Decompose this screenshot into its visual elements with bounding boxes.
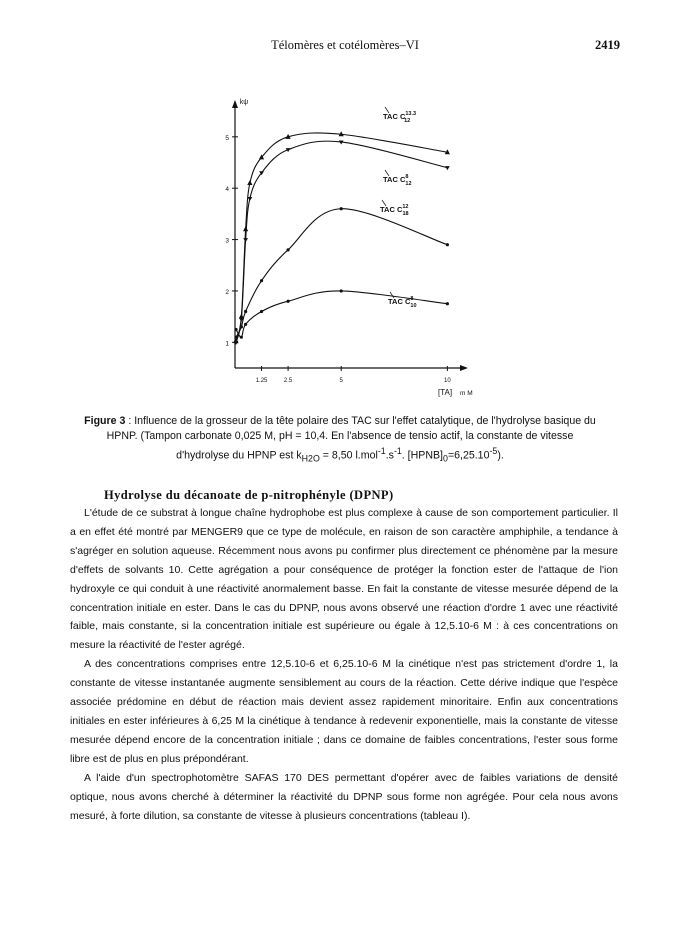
data-point: [446, 243, 449, 246]
data-point: [244, 310, 247, 313]
data-point: [286, 300, 289, 303]
caption-mid: .s: [385, 449, 394, 462]
data-point: [247, 180, 252, 185]
caption-sub2: 0: [443, 453, 448, 464]
series-line: [236, 291, 447, 337]
page-number: 2419: [595, 38, 620, 52]
x-axis-arrow: [460, 365, 468, 371]
caption-end2: =6,25.10: [447, 449, 490, 462]
data-point: [240, 325, 243, 328]
caption-text: : Influence de la grosseur de la tête polaire des TAC sur l'effet catalytique, de l'hydrolyse basique du HPNP. (Tampon carbonate 0,025 M, pH = 10,4. En l'absence de tensio actif, la constante de vitesse d'hydrolyse du HPNP est k: [106, 415, 596, 462]
x-axis-label: [TA]: [438, 388, 453, 397]
series-line: [236, 133, 447, 341]
running-title: Télomères et cotélomères–VI: [271, 38, 419, 52]
x-tick-label: 10: [444, 378, 451, 384]
section-heading: Hydrolyse du décanoate de p-nitrophényle (DPNP): [104, 488, 394, 502]
data-point: [286, 248, 289, 251]
series-label: TAC $C^8$ 10: [388, 296, 417, 309]
x-tick-label: 5: [339, 378, 343, 384]
caption-rest: = 8,50 l.mol: [319, 449, 378, 462]
y-tick-label: 3: [225, 237, 229, 245]
caption-sub: H2O: [301, 453, 320, 464]
series-label: TAC $C^{12}$ 18: [380, 204, 409, 217]
x-tick-label: 2.5: [283, 378, 293, 384]
y-tick-label: 2: [225, 288, 229, 296]
series-label: TAC $C^8$ 12: [383, 174, 412, 187]
figure-3-chart: [200, 92, 490, 402]
data-point: [260, 310, 263, 313]
series-label: TAC $C^{13.3}$ 12: [383, 111, 417, 124]
data-point: [244, 323, 247, 326]
y-axis-arrow: [232, 100, 238, 108]
series-line: [236, 209, 447, 337]
series-line: [236, 141, 447, 342]
caption-end3: ).: [497, 449, 504, 462]
data-point: [243, 226, 248, 231]
caption-sup3: -5: [489, 446, 498, 456]
data-point: [240, 336, 243, 339]
data-point: [260, 279, 263, 282]
data-point: [234, 336, 237, 339]
figure-label: Figure 3: [84, 415, 126, 427]
caption-sup2: -1: [393, 446, 402, 456]
y-axis-label: kψ: [239, 99, 249, 106]
y-tick-label: 5: [225, 134, 229, 142]
caption-sup1: -1: [377, 446, 386, 456]
running-head: [70, 38, 620, 54]
data-point: [340, 207, 343, 210]
paragraph-1: L'étude de ce substrat à longue chaîne hydrophobe est plus complexe à cause de son comportement particulier. Il a en effet été montré par MENGER9 que ce type de molécule, en raison de son caractère amphiphile, a tendance à s'agréger en solution aqueuse. Récemment nous avons pu confirmer plus directement ce phénomène par la mesure d'effets de solvants 10. Cette agrégation a pour conséquence de protéger la fonction ester de l'attaque de l'ion hydroxyle ce qui conduit à une réactivité anormalement basse. En fait la constante de vitesse mesurée dépend de la concentration initiale en ester. Dans le cas du DPNP, nous avons observé une réaction d'ordre 1 avec une réactivité faible, mais constante, si la concentration initiale est supérieure ou égale à 12,5.10-6 M : à ces concentrations on mesure la réactivité de l'ester agrégé.: [70, 507, 618, 652]
data-point: [445, 166, 450, 170]
paragraph-2: A des concentrations comprises entre 12,5.10-6 et 6,25.10-6 M la cinétique n'est pas strictement d'ordre 1, la constante de vitesse instantanée augmente sensiblement au cours de la réaction. Cette dérive indique que l'espèce associée prédomine en début de réaction mais devient assez rapidement minoritaire. Enfin aux concentrations initiales en ester inférieures à 6,25 M la cinétique à tendance à redevenir exponentielle, mais la constante de vitesse mesurée dépend encore de la concentration initiale ; dans ce domaine de faibles concentrations, l'ester sous forme libre est de plus en plus prépondérant.: [70, 658, 618, 765]
figure-caption: [80, 414, 600, 467]
data-point: [340, 289, 343, 292]
x-axis-unit: m M: [460, 390, 473, 397]
y-tick-label: 4: [225, 186, 229, 194]
paragraph-3: A l'aide d'un spectrophotomètre SAFAS 170 DES permettant d'opérer avec de faibles variations de densité optique, nous avons cherché à déterminer la réactivité du DPNP sous forme non agrégée. Pour cela nous avons mesuré, à forte dilution, sa constante de vitesse à plusieurs concentrations (tableau I).: [70, 771, 618, 822]
caption-end1: . [HPNB]: [401, 449, 444, 462]
y-tick-label: 1: [225, 340, 229, 348]
data-point: [446, 302, 449, 305]
data-point: [243, 238, 248, 242]
x-tick-label: 1.25: [255, 378, 268, 384]
data-point: [234, 328, 237, 331]
body-text: [70, 486, 618, 825]
